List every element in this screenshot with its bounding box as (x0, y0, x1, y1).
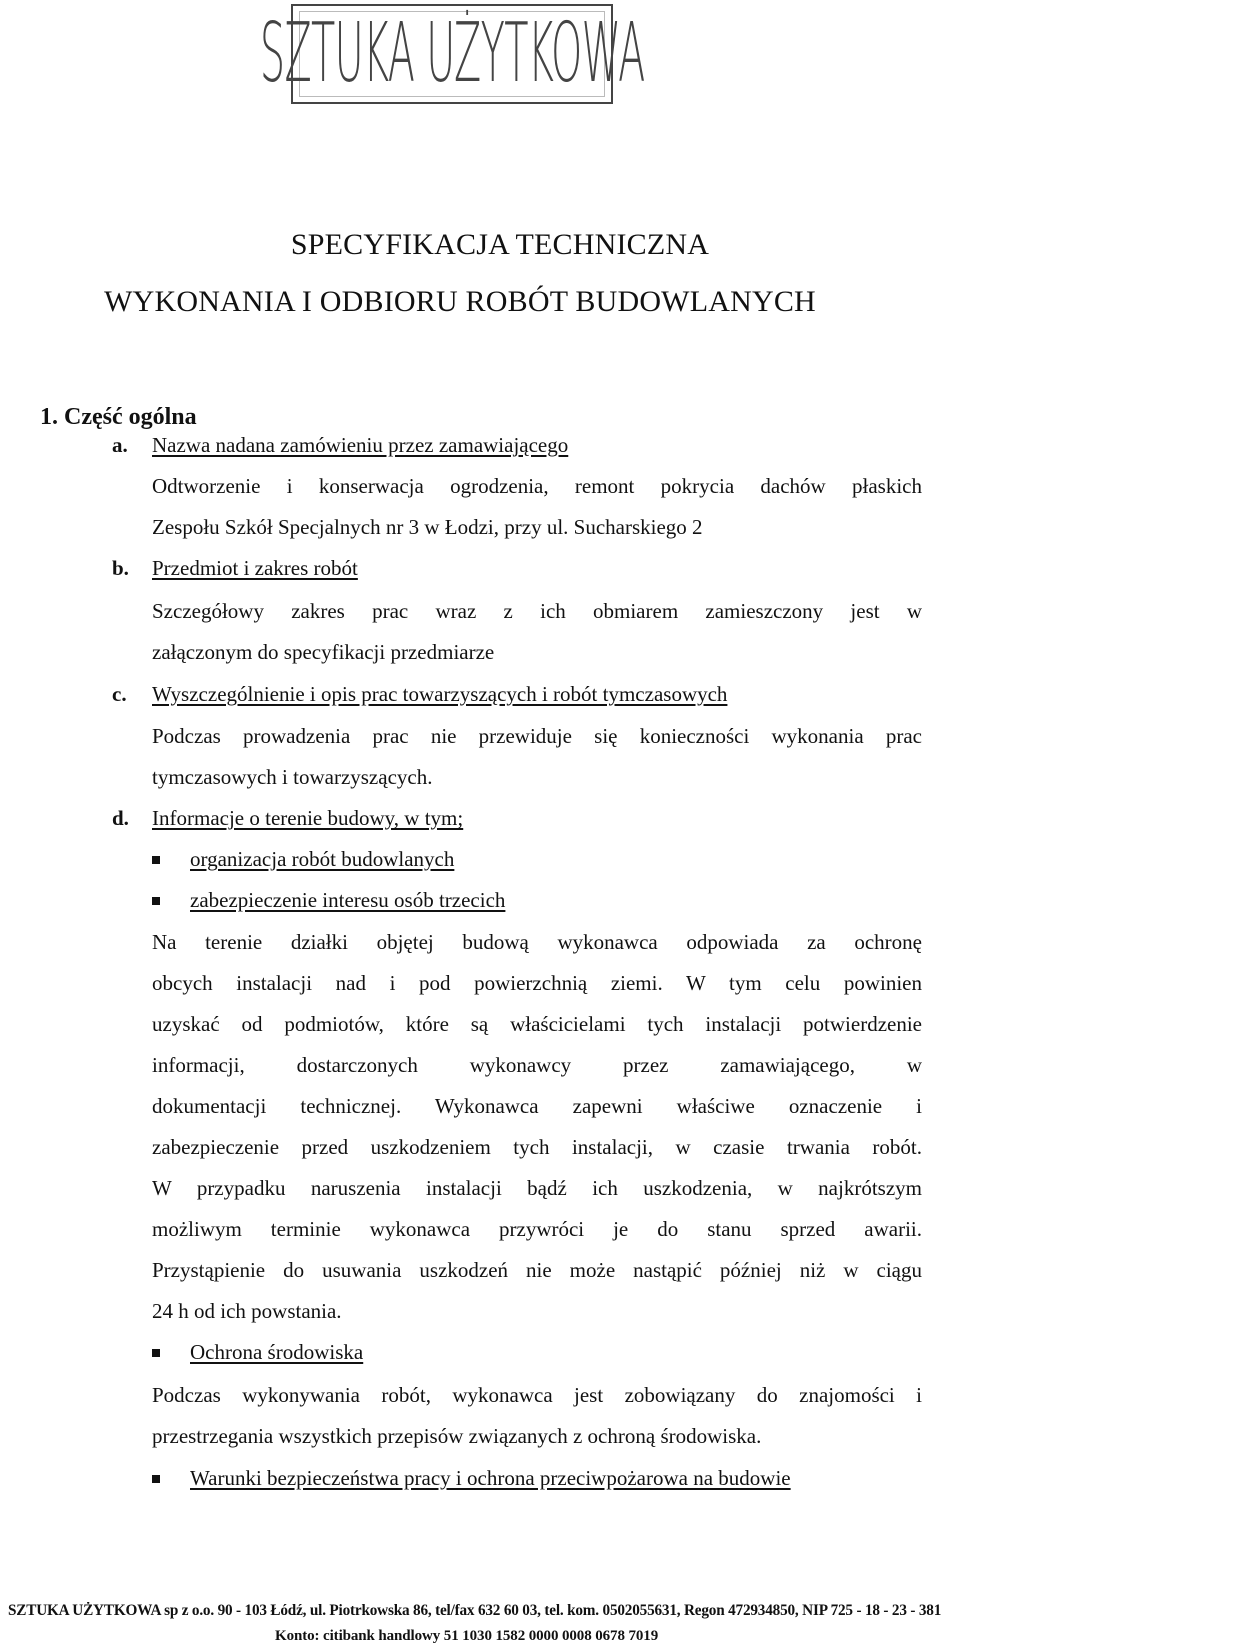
item-c-line-2: tymczasowych i towarzyszących. (152, 765, 433, 789)
item-c-letter: c. (112, 682, 127, 706)
document-title-line-1: SPECYFIKACJA TECHNICZNA (290, 228, 710, 261)
env-line-2: przestrzegania wszystkich przepisów związanych z ochroną środowiska. (152, 1424, 762, 1448)
item-d-para-line: zabezpieczenie przed uszkodzeniem tych instalacji, w czasie trwania robót. (152, 1135, 922, 1159)
item-a-line-1: Odtworzenie i konserwacja ogrodzenia, remont pokrycia dachów płaskich (152, 474, 922, 498)
logo-frame (259, 6, 645, 102)
document-title-line-2: WYKONANIA I ODBIORU ROBÓT BUDOWLANYCH (104, 285, 816, 318)
bullet-square-icon (152, 856, 160, 864)
item-d-para-line: dokumentacji technicznej. Wykonawca zapewni właściwe oznaczenie i (152, 1094, 922, 1118)
logo-text: SZTUKA UŻYTKOWA (259, 6, 645, 102)
item-c-line-1: Podczas prowadzenia prac nie przewiduje się konieczności wykonania prac (152, 724, 922, 748)
item-d-para-line: informacji, dostarczonych wykonawcy przez zamawiającego, w (152, 1053, 922, 1077)
item-d-bullet-3: Ochrona środowiska (190, 1340, 364, 1364)
item-d-para-line: Przystąpienie do usuwania uszkodzeń nie może nastąpić później niż w ciągu (152, 1258, 922, 1282)
item-a-letter: a. (112, 433, 128, 457)
section-heading: 1. Część ogólna (40, 404, 197, 430)
item-d-letter: d. (112, 806, 129, 830)
item-d-bullet-4: Warunki bezpieczeństwa pracy i ochrona przeciwpożarowa na budowie (190, 1466, 791, 1490)
item-b-line-2: załączonym do specyfikacji przedmiarze (152, 640, 495, 664)
item-d-title: Informacje o terenie budowy, w tym; (152, 806, 464, 830)
env-line-1: Podczas wykonywania robót, wykonawca jest zobowiązany do znajomości i (152, 1383, 922, 1407)
bullet-square-icon (152, 897, 160, 905)
item-b-line-1: Szczegółowy zakres prac wraz z ich obmiarem zamieszczony jest w (152, 599, 922, 623)
footer-bank-account: Konto: citibank handlowy 51 1030 1582 0000 0008 0678 7019 (275, 1628, 659, 1644)
item-a-line-2: Zespołu Szkół Specjalnych nr 3 w Łodzi, przy ul. Sucharskiego 2 (152, 515, 703, 539)
item-d-bullet-2: zabezpieczenie interesu osób trzecich (190, 888, 506, 912)
bullet-square-icon (152, 1475, 160, 1483)
item-d-para-line: W przypadku naruszenia instalacji bądź ich uszkodzenia, w najkrótszym (152, 1176, 922, 1200)
item-d-para-line: obcych instalacji nad i pod powierzchnią ziemi. W tym celu powinien (152, 971, 922, 995)
bullet-square-icon (152, 1349, 160, 1357)
item-d-bullet-1: organizacja robót budowlanych (190, 847, 455, 871)
item-d-para-line: możliwym terminie wykonawca przywróci je do stanu sprzed awarii. (152, 1217, 922, 1241)
item-d-para-line: Na terenie działki objętej budową wykonawca odpowiada za ochronę (152, 930, 922, 954)
item-d-para-line: uzyskać od podmiotów, które są właścicielami tych instalacji potwierdzenie (152, 1012, 922, 1036)
item-d-para-line: 24 h od ich powstania. (152, 1299, 342, 1323)
item-b-letter: b. (112, 556, 129, 580)
item-b-title: Przedmiot i zakres robót (152, 556, 358, 580)
item-a-title: Nazwa nadana zamówieniu przez zamawiającego (152, 433, 569, 457)
item-c-title: Wyszczególnienie i opis prac towarzyszących i robót tymczasowych (152, 682, 728, 706)
company-logo (259, 4, 645, 104)
footer-company-info: SZTUKA UŻYTKOWA sp z o.o. 90 - 103 Łódź, ul. Piotrkowska 86, tel/fax 632 60 03, tel. kom. 0502055631, Regon 472934850, NIP 725 - 18 - 23 - 381 (8, 1602, 942, 1619)
